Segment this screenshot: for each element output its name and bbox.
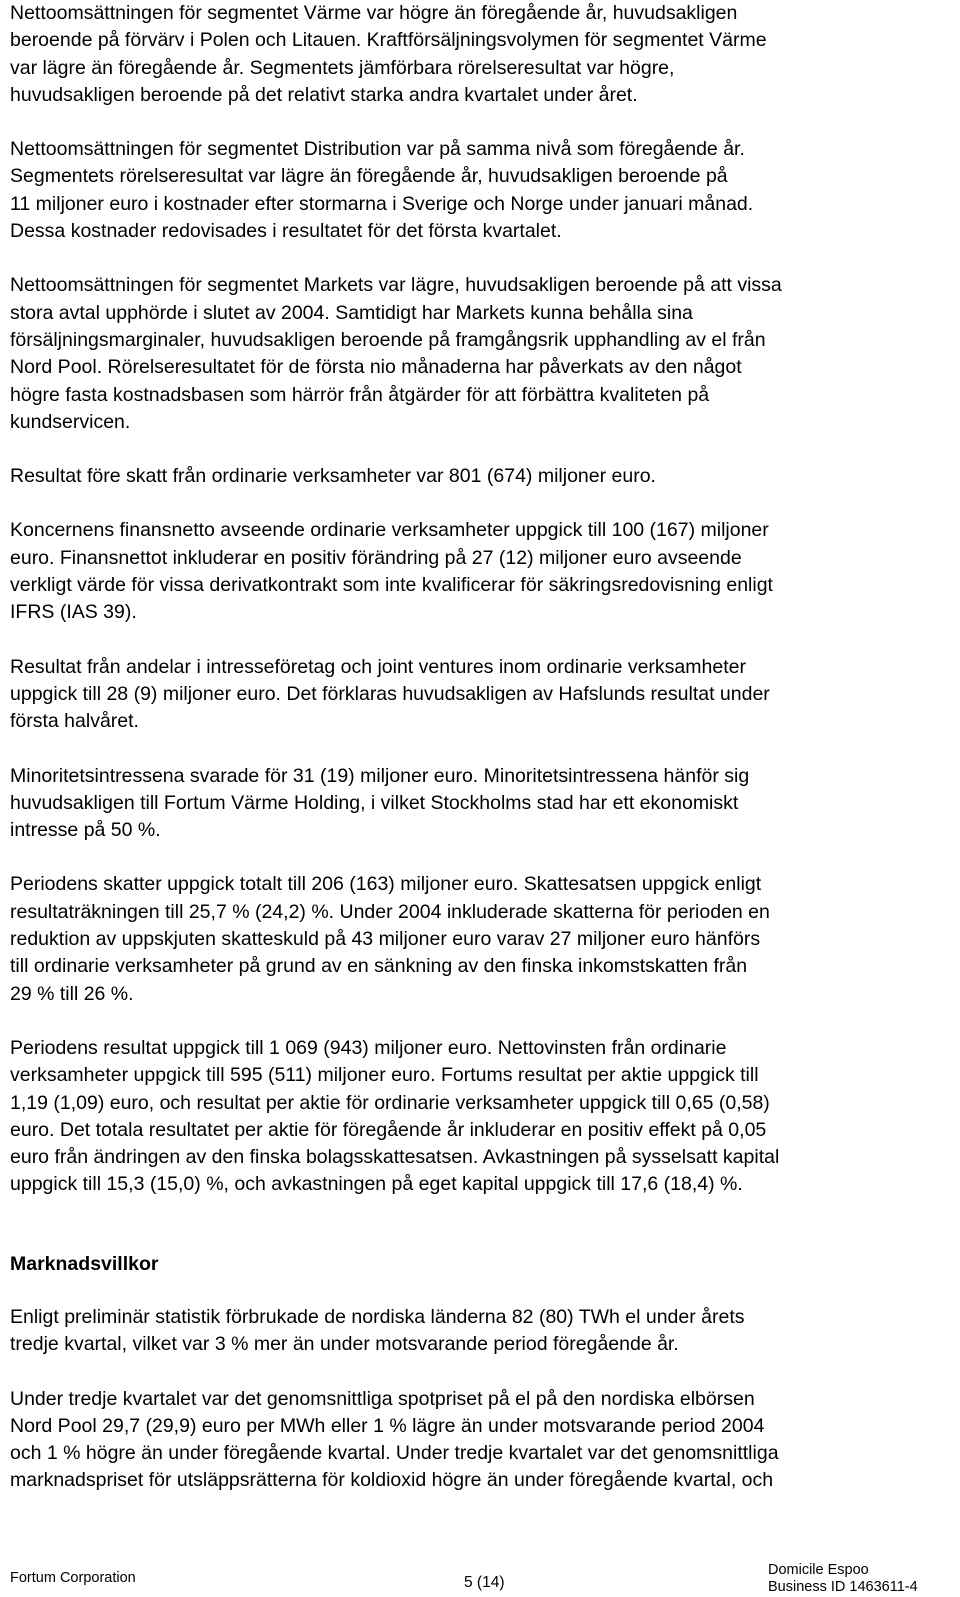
paragraph-taxes: Periodens skatter uppgick totalt till 206 (163) miljoner euro. Skattesatsen uppgick enligt resultaträkningen till 25,7 % (24,2) %. Under 2004 inkluderade skatterna för perioden en reduktion av uppskjuten skatteskuld på 43 miljoner euro varav 27 miljoner euro hänförs till ordinarie verksamheter på grund av en sänkning av den finska inkomstskatten från 29 % till 26 %. bbox=[10, 873, 770, 1005]
footer-page-number: 5 (14) bbox=[464, 1574, 505, 1591]
paragraph-period-result: Periodens resultat uppgick till 1 069 (943) miljoner euro. Nettovinsten från ordinarie verksamheter uppgick till 595 (511) miljoner euro. Fortums resultat per aktie uppgick till 1,19 (1,09) euro, och resultat per aktie för ordinarie verksamheter uppgick till 0,65 (0,58) euro. Det totala resultatet per aktie för föregående år inkluderar en positiv effekt på 0,05 euro från ändringen av den finska bolagsskattesatsen. Avkastningen på sysselsatt kapital uppgick till 15,3 (15,0) %, och avkastningen på eget kapital uppgick till 17,6 (18,4) %. bbox=[10, 1036, 780, 1196]
paragraph-financial-net: Koncernens finansnetto avseende ordinarie verksamheter uppgick till 100 (167) miljoner euro. Finansnettot inkluderar en positiv förändring på 27 (12) miljoner euro avseende verkligt värde för vissa derivatkontrakt som inte kvalificerar för säkringsredovisning enligt IFRS (IAS 39). bbox=[10, 519, 773, 624]
paragraph-minority-interests: Minoritetsintressena svarade för 31 (19) miljoner euro. Minoritetsintressena hänför sig huvudsakligen till Fortum Värme Holding, i vilket Stockholms stad har ett ekonomiskt intresse på 50 %. bbox=[10, 764, 750, 842]
paragraph-spot-price: Under tredje kvartalet var det genomsnittliga spotpriset på el på den nordiska elbörsen Nord Pool 29,7 (29,9) euro per MWh eller 1 % lägre än under motsvarande period 2004 och 1 % högre än under föregående kvartal. Under tredje kvartalet var det genomsnittliga marknadspriset för utsläppsrätterna för koldioxid högre än under föregående kvartal, och bbox=[10, 1387, 779, 1492]
section-heading: Marknadsvillkor bbox=[10, 1252, 159, 1275]
paragraph-electricity-consumption: Enligt preliminär statistik förbrukade de nordiska länderna 82 (80) TWh el under årets tredje kvartal, vilket var 3 % mer än under motsvarande period föregående år. bbox=[10, 1305, 745, 1356]
footer-business-id: Business ID 1463611-4 bbox=[768, 1579, 918, 1595]
footer-company: Fortum Corporation bbox=[10, 1570, 136, 1586]
document-body bbox=[10, 0, 952, 1522]
paragraph-markets-segment: Nettoomsättningen för segmentet Markets var lägre, huvudsakligen beroende på att vissa stora avtal upphörde i slutet av 2004. Samtidigt har Markets kunna behålla sina försäljningsmarginaler, huvudsakligen beroende på framgångsrik upphandling av el från Nord Pool. Rörelseresultatet för de första nio månaderna har påverkats av den något högre fasta kostnadsbasen som härrör från åtgärder för att förbättra kvaliteten på kundservicen. bbox=[10, 274, 782, 433]
paragraph-profit-before-tax: Resultat före skatt från ordinarie verksamheter var 801 (674) miljoner euro. bbox=[10, 465, 656, 488]
paragraph-associated-companies: Resultat från andelar i intresseföretag och joint ventures inom ordinarie verksamheter uppgick till 28 (9) miljoner euro. Det förklaras huvudsakligen av Hafslunds resultat under första halvåret. bbox=[10, 655, 770, 733]
paragraph-heat-segment: Nettoomsättningen för segmentet Värme var högre än föregående år, huvudsakligen beroende på förvärv i Polen och Litauen. Kraftförsäljningsvolymen för segmentet Värme var lägre än föregående år. Segmentets jämförbara rörelseresultat var högre, huvudsakligen beroende på det relativt starka andra kvartalet under året. bbox=[10, 2, 767, 106]
footer-domicile-block bbox=[768, 1562, 918, 1596]
page-footer bbox=[0, 1562, 960, 1597]
footer-domicile: Domicile Espoo bbox=[768, 1562, 869, 1578]
paragraph-distribution-segment: Nettoomsättningen för segmentet Distribution var på samma nivå som föregående år. Segmentets rörelseresultat var lägre än föregående år, huvudsakligen beroende på 11 miljoner euro i kostnader efter stormarna i Sverige och Norge under januari månad. Dessa kostnader redovisades i resultatet för det första kvartalet. bbox=[10, 138, 754, 243]
